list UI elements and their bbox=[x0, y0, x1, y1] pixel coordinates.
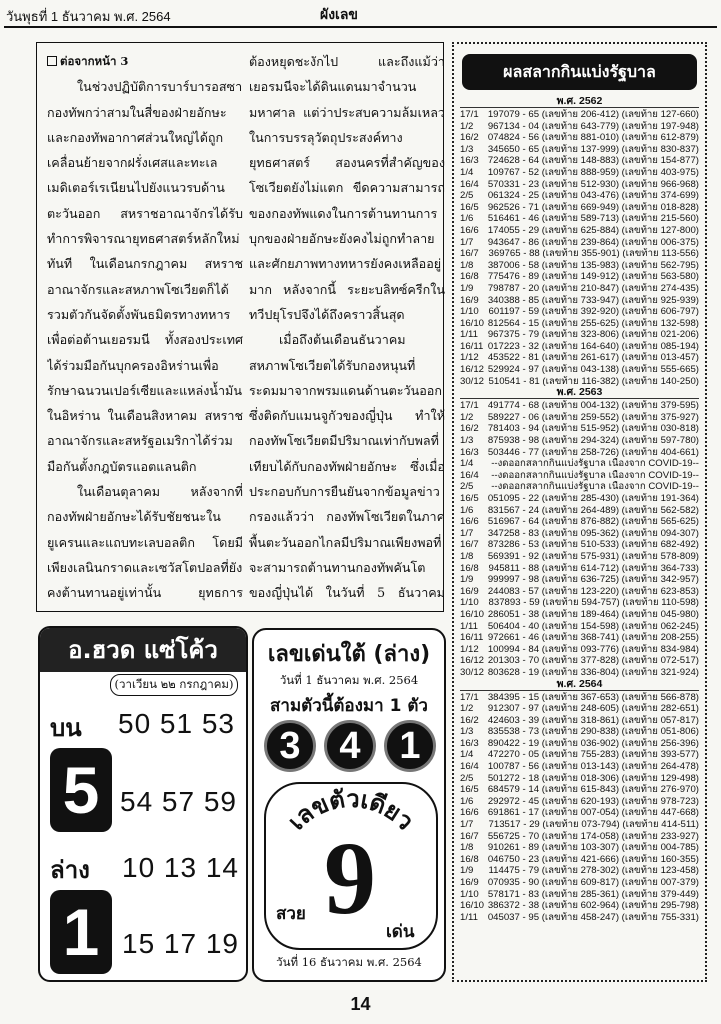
lower-main-digit: 1 bbox=[50, 890, 112, 974]
lottery-result-row bbox=[460, 621, 699, 633]
draw-date: 1/6 bbox=[460, 213, 474, 225]
draw-date: 16/6 bbox=[460, 516, 479, 528]
draw-date: 16/2 bbox=[460, 714, 479, 726]
lottery-result-row bbox=[460, 796, 699, 808]
draw-date: 1/9 bbox=[460, 282, 474, 294]
lottery-result-row bbox=[460, 528, 699, 540]
lottery-result-row bbox=[460, 144, 699, 156]
draw-date: 1/8 bbox=[460, 550, 474, 562]
lottery-result-row bbox=[460, 364, 699, 376]
draw-result: 424603 - 39 (เลขท้าย 318-861) (เลขท้าย 057-817) bbox=[487, 714, 699, 726]
draw-result: 912307 - 97 (เลขท้าย 248-605) (เลขท้าย 282-651) bbox=[487, 703, 699, 715]
draw-result: 347258 - 83 (เลขท้าย 095-362) (เลขท้าย 094-307) bbox=[487, 527, 699, 539]
tips-title: เลขเด่นใต้ (ล่าง) bbox=[267, 642, 431, 667]
lottery-result-row bbox=[460, 132, 699, 144]
draw-result: 803628 - 19 (เลขท้าย 336-804) (เลขท้าย 321-924) bbox=[487, 666, 699, 678]
lottery-result-row bbox=[460, 260, 699, 272]
article-paragraph: ต้องหยุดชะงักไป และถึงแม้ว่าเยอรมนีจะได้ดินแดนมาจำนวนมหาศาล แต่ว่าประสบความล้มเหลวในการบรรลุวัตถุประสงค์ทางยุทธศาสตร์ สองนครที่สำคัญของโซเวียตยังไม่แตก ขีดความสามารถของกองทัพแดงในการต้านทานการบุกของฝ่ายอักษะยังคงไม่ถูกทำลาย และศักยภาพทางทหารยังคงเหลืออยู่มาก หลังจากนี้ ระยะบลิทซ์ครีกในทวีปยุโรปจึงได้ถึงคราวสิ้นสุด bbox=[249, 54, 445, 322]
lottery-result-row bbox=[460, 692, 699, 704]
lottery-result-row bbox=[460, 295, 699, 307]
draw-date: 16/9 bbox=[460, 877, 479, 888]
draw-date: 16/4 bbox=[460, 178, 479, 190]
draw-result: 453522 - 81 (เลขท้าย 261-617) (เลขท้าย 013-457) bbox=[487, 352, 699, 364]
draw-date: 16/11 bbox=[460, 632, 484, 644]
lottery-result-row bbox=[460, 202, 699, 214]
tips-date: วันที่ 1 ธันวาคม พ.ศ. 2564 bbox=[279, 673, 419, 687]
lottery-result-row bbox=[460, 190, 699, 202]
draw-date: 16/10 bbox=[460, 317, 485, 329]
pick-circle: 3 bbox=[264, 720, 316, 772]
draw-date: 1/7 bbox=[460, 527, 474, 539]
draw-date: 1/10 bbox=[460, 306, 479, 318]
draw-result: 340388 - 85 (เลขท้าย 733-947) (เลขท้าย 925-939) bbox=[487, 294, 699, 306]
draw-result: 837893 - 59 (เลขท้าย 594-757) (เลขท้าย 110-598) bbox=[488, 597, 699, 609]
draw-result: 999997 - 98 (เลขท้าย 636-725) (เลขท้าย 342-957) bbox=[487, 574, 699, 586]
draw-date: 16/2 bbox=[460, 423, 479, 435]
draw-result: 972661 - 46 (เลขท้าย 368-741) (เลขท้าย 208-255) bbox=[487, 632, 699, 644]
lottery-result-row bbox=[460, 726, 699, 738]
lottery-result-row bbox=[460, 761, 699, 773]
draw-date: 16/6 bbox=[460, 807, 479, 819]
draw-date: 16/10 bbox=[460, 900, 485, 912]
article-paragraph: ในช่วงปฏิบัติการบาร์บารอสซา กองทัพกว่าสามในสี่ของฝ่ายอักษะ และกองทัพอากาศส่วนใหญ่ได้ถูกเคลื่อนย้ายจากฝรั่งเศสและทะเลเมดิเตอร์เรเนียนไปยังแนวรบด้านตะวันออก สหราชอาณาจักรได้รับทำการพิจารณายุทธศาสตร์หลักใหม่ทันที ในเดือนกรกฎาคม สหราชอาณาจักรและสหภาพโซเวียตก็ได้รวมตัวกันจัดตั้งพันธมิตรทางทหารเพื่อต่อต้านเยอรมนี ทั้งสองประเทศได้ร่วมมือกันบุกครองอิหร่านเพื่อรักษาฉนวนเปอร์เซียและแหล่งน้ำมันในอิหร่าน ในเดือนสิงหาคม สหราชอาณาจักรและสหรัฐอเมริกาได้ร่วมมือกันตั้งกฎบัตรแอตแลนติก bbox=[47, 79, 243, 474]
draw-result: 875938 - 98 (เลขท้าย 294-324) (เลขท้าย 597-780) bbox=[487, 435, 699, 447]
draw-result: 798787 - 20 (เลขท้าย 210-847) (เลขท้าย 274-435) bbox=[487, 282, 699, 294]
publication-name: ผังเลข bbox=[320, 7, 358, 23]
lottery-result-row bbox=[460, 655, 699, 667]
draw-date: 1/2 bbox=[460, 120, 474, 132]
tips-footer-date: วันที่ 16 ธันวาคม พ.ศ. 2564 bbox=[276, 955, 422, 969]
lottery-result-row bbox=[460, 831, 699, 843]
lottery-result-row bbox=[460, 889, 699, 901]
draw-result: 781403 - 94 (เลขท้าย 515-952) (เลขท้าย 030-818) bbox=[487, 423, 699, 435]
prediction-box-south bbox=[252, 628, 446, 982]
lottery-result-row bbox=[460, 400, 699, 412]
draw-date: 16/5 bbox=[460, 784, 479, 796]
draw-result: 713517 - 29 (เลขท้าย 073-794) (เลขท้าย 414-511) bbox=[488, 819, 699, 831]
draw-result: 589227 - 06 (เลขท้าย 259-552) (เลขท้าย 375-927) bbox=[487, 411, 699, 423]
draw-date: 16/4 bbox=[460, 469, 479, 481]
draw-date: 1/8 bbox=[460, 842, 474, 854]
draw-date: 1/9 bbox=[460, 865, 474, 877]
lottery-result-row bbox=[460, 563, 699, 575]
draw-result: 516967 - 64 (เลขท้าย 876-882) (เลขท้าย 565-625) bbox=[487, 516, 699, 528]
lottery-year-header: พ.ศ. 2562 bbox=[460, 96, 699, 108]
draw-date: 1/6 bbox=[460, 795, 474, 807]
draw-date: 2/5 bbox=[460, 190, 474, 202]
draw-result: 384395 - 15 (เลขท้าย 367-653) (เลขท้าย 566-878) bbox=[487, 691, 699, 703]
lottery-result-row bbox=[460, 329, 699, 341]
stamp-right-word: เด่น bbox=[386, 922, 415, 942]
lottery-result-row bbox=[460, 784, 699, 796]
draw-date: 16/7 bbox=[460, 248, 479, 260]
draw-date: 16/8 bbox=[460, 271, 479, 283]
lottery-results-panel bbox=[452, 42, 707, 982]
draw-date: 1/11 bbox=[460, 620, 478, 632]
lottery-result-row bbox=[460, 121, 699, 133]
draw-result: 684579 - 14 (เลขท้าย 615-843) (เลขท้าย 276-970) bbox=[487, 784, 699, 796]
draw-result: 724628 - 64 (เลขท้าย 148-883) (เลขท้าย 154-877) bbox=[487, 155, 699, 167]
prediction-title: อ.ฮวด แซ่โค้ว bbox=[40, 628, 246, 672]
lottery-result-row bbox=[460, 318, 699, 330]
prediction-box-huad bbox=[38, 626, 248, 982]
draw-date: 2/5 bbox=[460, 481, 474, 493]
draw-date: 16/12 bbox=[460, 364, 485, 376]
draw-date: 1/12 bbox=[460, 643, 479, 655]
draw-date: 16/9 bbox=[460, 294, 479, 306]
draw-result: 578171 - 83 (เลขท้าย 285-361) (เลขท้าย 379-449) bbox=[487, 888, 699, 900]
draw-result: 501272 - 18 (เลขท้าย 018-306) (เลขท้าย 129-498) bbox=[487, 772, 699, 784]
lottery-result-row bbox=[460, 586, 699, 598]
draw-result: 386372 - 38 (เลขท้าย 602-964) (เลขท้าย 295-798) bbox=[487, 900, 699, 912]
lottery-result-row bbox=[460, 435, 699, 447]
draw-result: 510541 - 81 (เลขท้าย 116-382) (เลขท้าย 140-250) bbox=[488, 375, 699, 387]
upper-numbers-row1: 50 51 53 bbox=[118, 708, 235, 739]
lottery-result-row bbox=[460, 225, 699, 237]
draw-date: 1/3 bbox=[460, 143, 474, 155]
lottery-result-row bbox=[460, 447, 699, 459]
lottery-result-row bbox=[460, 551, 699, 563]
lottery-result-row bbox=[460, 865, 699, 877]
draw-result: 017223 - 32 (เลขท้าย 164-640) (เลขท้าย 085-194) bbox=[487, 340, 699, 352]
draw-date: 16/8 bbox=[460, 853, 479, 865]
lottery-result-row bbox=[460, 715, 699, 727]
lottery-result-row bbox=[460, 352, 699, 364]
upper-label: บน bbox=[50, 714, 82, 742]
draw-date: 1/10 bbox=[460, 888, 479, 900]
draw-result: 506404 - 40 (เลขท้าย 154-598) (เลขท้าย 062-245) bbox=[487, 620, 699, 632]
lottery-result-row bbox=[460, 306, 699, 318]
draw-result: 516461 - 46 (เลขท้าย 589-713) (เลขท้าย 215-560) bbox=[487, 213, 699, 225]
lottery-result-row bbox=[460, 213, 699, 225]
lottery-result-row bbox=[460, 854, 699, 866]
draw-result: 691861 - 17 (เลขท้าย 007-054) (เลขท้าย 447-668) bbox=[487, 807, 699, 819]
draw-result: 943647 - 86 (เลขท้าย 239-864) (เลขท้าย 006-375) bbox=[487, 236, 699, 248]
lower-numbers-row1: 10 13 14 bbox=[122, 852, 239, 883]
draw-result: 100994 - 84 (เลขท้าย 093-776) (เลขท้าย 834-984) bbox=[487, 643, 699, 655]
draw-date: 16/9 bbox=[460, 585, 479, 597]
draw-result: 387006 - 58 (เลขท้าย 135-983) (เลขท้าย 562-795) bbox=[487, 259, 699, 271]
draw-date: 30/12 bbox=[460, 375, 485, 387]
upper-main-digit: 5 bbox=[50, 748, 112, 832]
lottery-result-row bbox=[460, 912, 699, 924]
draw-result: 491774 - 68 (เลขท้าย 004-132) (เลขท้าย 379-595) bbox=[487, 400, 699, 412]
draw-result: 369765 - 88 (เลขท้าย 355-901) (เลขท้าย 113-556) bbox=[488, 248, 699, 260]
draw-result: 244083 - 57 (เลขท้าย 123-220) (เลขท้าย 623-853) bbox=[487, 585, 699, 597]
draw-date: 1/6 bbox=[460, 504, 474, 516]
lottery-result-row bbox=[460, 493, 699, 505]
draw-result: 873286 - 53 (เลขท้าย 510-533) (เลขท้าย 682-492) bbox=[487, 539, 699, 551]
lottery-result-row bbox=[460, 807, 699, 819]
draw-result: 910261 - 89 (เลขท้าย 103-307) (เลขท้าย 004-785) bbox=[487, 842, 699, 854]
draw-result: 292972 - 45 (เลขท้าย 620-193) (เลขท้าย 978-723) bbox=[487, 795, 699, 807]
draw-result: --งดออกสลากกินแบ่งรัฐบาล เนื่องจาก COVID-19-- bbox=[491, 469, 699, 481]
lottery-result-row bbox=[460, 877, 699, 889]
lottery-result-row bbox=[460, 167, 699, 179]
draw-date: 16/4 bbox=[460, 761, 479, 773]
draw-result: 967134 - 04 (เลขท้าย 643-779) (เลขท้าย 197-948) bbox=[487, 120, 699, 132]
tips-headline: สามตัวนี้ต้องมา 1 ตัว bbox=[270, 696, 428, 716]
lottery-year-header: พ.ศ. 2564 bbox=[460, 679, 699, 691]
checkbox-icon bbox=[47, 56, 57, 66]
continued-marker bbox=[47, 49, 243, 74]
draw-result: 775476 - 89 (เลขท้าย 149-912) (เลขท้าย 563-580) bbox=[487, 271, 699, 283]
prediction-subtitle: (วาเวียน ๒๒ กรกฎาคม) bbox=[110, 674, 238, 696]
pick-circle: 4 bbox=[324, 720, 376, 772]
draw-date: 1/4 bbox=[460, 458, 474, 470]
lottery-result-row bbox=[460, 248, 699, 260]
draw-result: 286051 - 38 (เลขท้าย 189-464) (เลขท้าย 045-980) bbox=[487, 608, 699, 620]
draw-result: 051095 - 22 (เลขท้าย 285-430) (เลขท้าย 191-364) bbox=[487, 493, 699, 504]
draw-date: 17/1 bbox=[460, 691, 479, 703]
draw-result: 100787 - 56 (เลขท้าย 013-143) (เลขท้าย 264-478) bbox=[487, 761, 699, 773]
draw-date: 1/9 bbox=[460, 574, 474, 586]
stamp-number: 9 bbox=[324, 821, 376, 936]
draw-date: 16/2 bbox=[460, 132, 479, 144]
lottery-result-row bbox=[460, 819, 699, 831]
draw-date: 1/12 bbox=[460, 352, 479, 364]
draw-result: --งดออกสลากกินแบ่งรัฐบาล เนื่องจาก COVID-19-- bbox=[491, 481, 699, 493]
draw-result: 556725 - 70 (เลขท้าย 174-058) (เลขท้าย 233-927) bbox=[487, 830, 699, 842]
lottery-result-row bbox=[460, 539, 699, 551]
lottery-result-row bbox=[460, 237, 699, 249]
draw-date: 16/10 bbox=[460, 608, 485, 620]
draw-date: 1/11 bbox=[460, 329, 478, 341]
draw-date: 30/12 bbox=[460, 666, 485, 678]
lottery-result-row bbox=[460, 842, 699, 854]
page-number: 14 bbox=[350, 994, 371, 1014]
lottery-result-row bbox=[460, 703, 699, 715]
lottery-result-row bbox=[460, 609, 699, 621]
lottery-result-row bbox=[460, 155, 699, 167]
article-paragraph: ในเดือนตุลาคม หลังจากที่กองทัพฝ่ายอักษะได้รับชัยชนะในยูเครนและแถบทะเลบอลติก โดยมีเพียงเลนินกราดและเซวัสโตปอลที่ยังคงต้านทานอยู่เท่านั้น ยุทธการ bbox=[47, 484, 243, 601]
draw-date: 1/7 bbox=[460, 819, 474, 831]
lottery-result-row bbox=[460, 900, 699, 912]
draw-date: 1/8 bbox=[460, 259, 474, 271]
draw-date: 1/3 bbox=[460, 435, 474, 447]
lottery-result-row bbox=[460, 412, 699, 424]
draw-date: 1/10 bbox=[460, 597, 479, 609]
lottery-year-header: พ.ศ. 2563 bbox=[460, 387, 699, 399]
pick-circle: 1 bbox=[384, 720, 436, 772]
draw-date: 17/1 bbox=[460, 400, 479, 412]
draw-result: 601197 - 59 (เลขท้าย 392-920) (เลขท้าย 606-797) bbox=[488, 306, 699, 318]
draw-result: 070935 - 90 (เลขท้าย 609-817) (เลขท้าย 007-379) bbox=[487, 877, 699, 888]
lottery-result-row bbox=[460, 271, 699, 283]
draw-result: 345650 - 65 (เลขท้าย 137-999) (เลขท้าย 830-837) bbox=[487, 143, 699, 155]
draw-result: 061324 - 25 (เลขท้าย 043-476) (เลขท้าย 374-699) bbox=[487, 190, 699, 202]
draw-result: 962526 - 71 (เลขท้าย 669-949) (เลขท้าย 018-828) bbox=[487, 201, 699, 213]
draw-date: 17/1 bbox=[460, 109, 479, 120]
draw-date: 1/2 bbox=[460, 411, 474, 423]
draw-result: 945811 - 88 (เลขท้าย 614-712) (เลขท้าย 364-733) bbox=[488, 562, 699, 574]
lottery-result-row bbox=[460, 516, 699, 528]
draw-date: 16/3 bbox=[460, 737, 479, 749]
lottery-result-row bbox=[460, 644, 699, 656]
draw-result: --งดออกสลากกินแบ่งรัฐบาล เนื่องจาก COVID-19-- bbox=[491, 458, 699, 470]
draw-date: 2/5 bbox=[460, 772, 474, 784]
draw-date: 16/8 bbox=[460, 562, 479, 574]
lottery-title: ผลสลากกินแบ่งรัฐบาล bbox=[462, 54, 697, 90]
continued-text: ต่อจากหน้า 3 bbox=[60, 54, 129, 68]
draw-result: 046750 - 23 (เลขท้าย 421-666) (เลขท้าย 160-355) bbox=[487, 853, 699, 865]
draw-date: 1/4 bbox=[460, 166, 474, 178]
draw-date: 1/7 bbox=[460, 236, 474, 248]
draw-result: 835538 - 73 (เลขท้าย 290-838) (เลขท้าย 051-806) bbox=[487, 726, 699, 738]
stamp-left-word: สวย bbox=[276, 904, 306, 924]
draw-result: 831567 - 24 (เลขท้าย 264-489) (เลขท้าย 562-582) bbox=[487, 504, 699, 516]
lower-label: ล่าง bbox=[50, 856, 90, 884]
draw-result: 812564 - 15 (เลขท้าย 255-625) (เลขท้าย 132-598) bbox=[487, 317, 699, 329]
draw-result: 197079 - 65 (เลขท้าย 206-412) (เลขท้าย 127-660) bbox=[487, 109, 699, 120]
lottery-result-row bbox=[460, 458, 699, 470]
draw-result: 472270 - 05 (เลขท้าย 755-283) (เลขท้าย 393-577) bbox=[487, 749, 699, 761]
draw-date: 16/11 bbox=[460, 340, 484, 352]
lottery-result-row bbox=[460, 109, 699, 121]
lower-numbers-row2: 15 17 19 bbox=[122, 928, 239, 959]
draw-date: 16/7 bbox=[460, 539, 479, 551]
draw-result: 570331 - 23 (เลขท้าย 512-930) (เลขท้าย 966-968) bbox=[487, 178, 699, 190]
upper-numbers-row2: 54 57 59 bbox=[120, 786, 237, 817]
single-digit-stamp bbox=[264, 782, 438, 950]
lottery-result-row bbox=[460, 574, 699, 586]
stamp-arc-label: เลขตัวเดียว bbox=[282, 784, 420, 836]
draw-date: 16/5 bbox=[460, 493, 479, 504]
draw-result: 569391 - 92 (เลขท้าย 575-931) (เลขท้าย 578-809) bbox=[487, 550, 699, 562]
draw-result: 503446 - 77 (เลขท้าย 258-726) (เลขท้าย 404-661) bbox=[487, 446, 699, 458]
lottery-result-row bbox=[460, 179, 699, 191]
draw-date: 16/7 bbox=[460, 830, 479, 842]
issue-date: วันพุธที่ 1 ธันวาคม พ.ศ. 2564 bbox=[6, 9, 171, 24]
draw-result: 967375 - 79 (เลขท้าย 323-806) (เลขท้าย 021-206) bbox=[487, 329, 699, 341]
draw-date: 16/6 bbox=[460, 224, 479, 236]
draw-date: 1/3 bbox=[460, 726, 474, 738]
draw-result: 890422 - 19 (เลขท้าย 036-902) (เลขท้าย 256-396) bbox=[487, 737, 699, 749]
lottery-result-row bbox=[460, 749, 699, 761]
lottery-result-row bbox=[460, 597, 699, 609]
draw-date: 16/3 bbox=[460, 155, 479, 167]
page-header bbox=[0, 0, 721, 34]
header-rule bbox=[4, 26, 717, 28]
lottery-result-row bbox=[460, 738, 699, 750]
draw-date: 16/3 bbox=[460, 446, 479, 458]
lottery-result-row bbox=[460, 773, 699, 785]
lottery-result-row bbox=[460, 667, 699, 679]
draw-result: 201303 - 70 (เลขท้าย 377-828) (เลขท้าย 072-517) bbox=[487, 655, 699, 667]
draw-date: 1/11 bbox=[460, 911, 478, 923]
article-column-left bbox=[47, 49, 243, 609]
article-paragraph: เมื่อถึงต้นเดือนธันวาคม สหภาพโซเวียตได้รับกองหนุนที่ระดมมาจากพรมแดนด้านตะวันออกซึ่งติดกับแมนจูกัวของญี่ปุ่น ทำให้กองทัพโซเวียตมีปริมาณเท่ากับพลที่เทียบได้กับกองทัพฝ่ายอักษะ ซึ่งเมื่อประกอบกับการยืนยันจากข้อมูลข่าวกรองแล้วว่า กองทัพโซเวียตในภาคพื้นตะวันออกไกลมีปริมาณเพียงพอที่จะสามารถต้านทานกองทัพคันโตของญี่ปุ่นได้ ในวันที่ 5 ธันวาคม bbox=[249, 332, 445, 601]
draw-result: 045037 - 95 (เลขท้าย 458-247) (เลขท้าย 755-331) bbox=[487, 911, 699, 923]
draw-result: 109767 - 52 (เลขท้าย 888-959) (เลขท้าย 403-975) bbox=[487, 166, 699, 178]
lottery-result-row bbox=[460, 470, 699, 482]
lottery-result-row bbox=[460, 423, 699, 435]
draw-date: 16/12 bbox=[460, 655, 485, 667]
lottery-result-row bbox=[460, 341, 699, 353]
draw-result: 074824 - 56 (เลขท้าย 881-010) (เลขท้าย 612-879) bbox=[487, 132, 699, 144]
draw-date: 1/4 bbox=[460, 749, 474, 761]
draw-result: 529924 - 97 (เลขท้าย 043-138) (เลขท้าย 555-665) bbox=[487, 364, 699, 376]
lottery-result-row bbox=[460, 283, 699, 295]
lottery-results-list bbox=[460, 96, 699, 923]
article-column-right bbox=[249, 49, 445, 609]
lottery-result-row bbox=[460, 632, 699, 644]
draw-date: 1/2 bbox=[460, 703, 474, 715]
draw-result: 114475 - 79 (เลขท้าย 278-302) (เลขท้าย 123-458) bbox=[488, 865, 699, 877]
draw-result: 174055 - 29 (เลขท้าย 625-884) (เลขท้าย 127-800) bbox=[487, 224, 699, 236]
article-box bbox=[36, 42, 444, 612]
lottery-result-row bbox=[460, 481, 699, 493]
draw-date: 16/5 bbox=[460, 201, 479, 213]
lottery-result-row bbox=[460, 505, 699, 517]
